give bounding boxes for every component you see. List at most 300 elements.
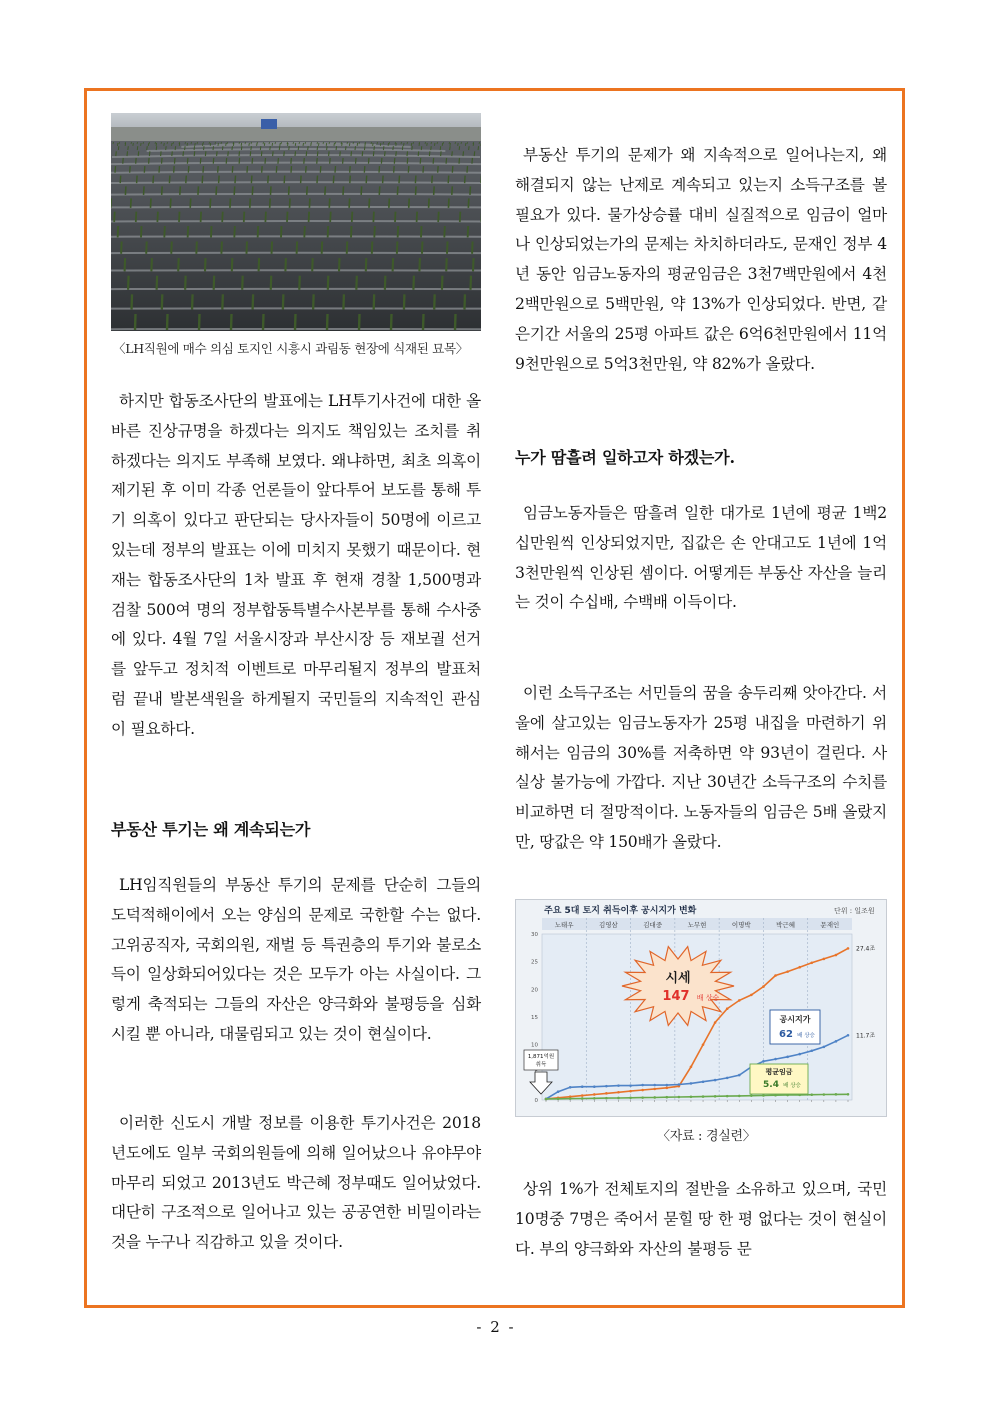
seedling: [173, 142, 174, 144]
seedling: [269, 142, 270, 144]
seedling: [460, 212, 461, 222]
seedling: [259, 258, 260, 271]
seedling: [203, 166, 204, 173]
seedling: [442, 276, 443, 290]
series-point: [847, 1034, 850, 1037]
seedling: [149, 151, 150, 156]
seedling: [295, 143, 296, 146]
seedling: [404, 294, 405, 309]
seedling: [459, 146, 460, 150]
seedling: [464, 294, 465, 309]
seedling: [333, 176, 334, 184]
seedling: [351, 151, 352, 156]
series-point: [690, 1066, 693, 1069]
seedling: [323, 142, 324, 144]
seedling: [377, 142, 378, 144]
seedling: [204, 146, 205, 150]
seedling: [359, 142, 360, 144]
seedling: [123, 158, 124, 164]
seedling: [270, 198, 271, 207]
wage-callout-label: 평균임금: [765, 1068, 793, 1076]
series-point: [581, 1085, 584, 1088]
seedling: [361, 186, 362, 195]
seedling: [450, 146, 451, 150]
seedling: [217, 151, 218, 156]
series-point: [593, 1093, 596, 1096]
seedling: [131, 142, 132, 144]
seedling: [188, 226, 189, 237]
seedling: [353, 142, 354, 144]
series-point: [605, 1085, 608, 1088]
seedling: [169, 176, 170, 184]
seedling: [472, 242, 473, 254]
seedling: [251, 146, 252, 150]
series-point: [702, 1080, 705, 1083]
series-point: [835, 1040, 838, 1043]
seedling: [185, 142, 186, 144]
seedling: [335, 166, 336, 173]
series-point: [653, 1096, 656, 1099]
seedling: [419, 258, 420, 271]
seedling: [366, 176, 367, 184]
seedling: [257, 143, 258, 146]
seedling: [297, 242, 298, 254]
seedling: [195, 143, 196, 146]
seedling: [281, 226, 282, 237]
seedling: [421, 226, 422, 237]
seedling: [144, 186, 145, 195]
seedling: [172, 151, 173, 156]
series-end-label: 27.4조: [856, 945, 876, 953]
series-point: [690, 1095, 693, 1098]
seedling: [287, 142, 288, 144]
gongsi-callout-suffix: 배 상승: [797, 1033, 815, 1039]
seedling: [167, 142, 168, 144]
seedling: [473, 258, 474, 271]
seedling: [251, 176, 252, 184]
seedling: [380, 143, 381, 146]
seedling: [308, 146, 309, 150]
series-point: [702, 1043, 705, 1046]
seedling: [149, 158, 150, 164]
seedling: [221, 242, 222, 254]
seedling: [239, 142, 240, 144]
seedling: [395, 142, 396, 144]
seedling: [190, 198, 191, 207]
era-label: 김영삼: [599, 921, 618, 929]
seedling: [434, 143, 435, 146]
seedling: [463, 151, 464, 156]
seedling: [356, 158, 357, 164]
seedling: [183, 151, 184, 156]
era-label: 이명박: [731, 921, 751, 929]
series-point: [714, 1095, 717, 1098]
seedling: [270, 146, 271, 150]
seedling: [246, 242, 247, 254]
seedling: [284, 151, 285, 156]
series-point: [629, 1084, 632, 1087]
seedling: [438, 166, 439, 173]
seedling: [265, 212, 266, 222]
land-price-chart: [515, 899, 887, 1117]
seedling: [205, 151, 206, 156]
seedling: [137, 142, 138, 144]
right-heading-1: 누가 땀흘려 일하고자 하겠는가.: [515, 448, 735, 467]
seedling: [362, 151, 363, 156]
seedling: [368, 158, 369, 164]
series-point: [666, 1087, 669, 1090]
seedling: [317, 158, 318, 164]
seedling: [280, 143, 281, 146]
seedling: [357, 143, 358, 146]
series-point: [726, 1095, 729, 1098]
seedling: [366, 258, 367, 271]
seedling: [401, 142, 402, 144]
seedling: [317, 146, 318, 150]
seedling: [252, 186, 253, 195]
seedling: [304, 226, 305, 237]
seedling: [461, 142, 462, 144]
seedling: [385, 276, 386, 290]
seedling: [469, 146, 470, 150]
seedling: [174, 166, 175, 173]
seedling: [441, 151, 442, 156]
seedling: [230, 198, 231, 207]
y-tick-label: 15: [531, 1015, 538, 1021]
seedling: [192, 294, 193, 309]
seedling: [117, 143, 118, 146]
seedling: [202, 143, 203, 146]
series-point: [702, 1095, 705, 1098]
seedling: [222, 294, 223, 309]
seedling: [218, 143, 219, 146]
seedling: [213, 158, 214, 164]
seedling: [159, 166, 160, 173]
sise-callout-value: 147: [662, 989, 690, 1004]
seedling: [429, 198, 430, 207]
start-label-line-1: 1,871억원: [527, 1054, 555, 1060]
seedling: [452, 186, 453, 195]
era-label: 노태우: [554, 921, 574, 929]
seedling: [283, 294, 284, 309]
series-point: [835, 954, 838, 957]
seedling: [396, 143, 397, 146]
seedling: [162, 186, 163, 195]
seedling: [385, 151, 386, 156]
series-point: [641, 1089, 644, 1092]
seedling: [329, 151, 330, 156]
series-point: [678, 1083, 681, 1086]
seedling: [373, 143, 374, 146]
chart-caption: 〈자료 : 경실련〉: [657, 1129, 756, 1144]
seedling: [128, 276, 129, 290]
seedling: [394, 158, 395, 164]
seedling: [213, 146, 214, 150]
seedling: [166, 146, 167, 150]
seedling: [459, 158, 460, 164]
seedling: [151, 258, 152, 271]
series-point: [714, 1079, 717, 1082]
seedling: [186, 176, 187, 184]
series-point: [641, 1096, 644, 1099]
seedling: [150, 198, 151, 207]
seedling: [219, 176, 220, 184]
seedling: [374, 226, 375, 237]
seedling: [222, 212, 223, 222]
series-point: [774, 1058, 777, 1061]
seedling: [289, 186, 290, 195]
series-point: [786, 970, 789, 973]
left-heading-1: 부동산 투기는 왜 계속되는가: [111, 820, 311, 839]
seedling: [311, 143, 312, 146]
y-tick-label: 10: [531, 1042, 538, 1049]
seedling: [425, 142, 426, 144]
seedling: [144, 166, 145, 173]
seedling: [347, 242, 348, 254]
seedling: [245, 142, 246, 144]
seedling: [373, 151, 374, 156]
series-point: [810, 961, 813, 964]
seedling: [200, 158, 201, 164]
series-point: [569, 1086, 572, 1089]
seedling: [328, 276, 329, 290]
seedling: [205, 258, 206, 271]
series-point: [798, 966, 801, 969]
seedling: [374, 294, 375, 309]
seedling: [356, 276, 357, 290]
seedling: [478, 146, 479, 150]
seedling: [329, 198, 330, 207]
era-label: 김대중: [643, 921, 663, 929]
seedling: [465, 176, 466, 184]
seedling: [413, 142, 414, 144]
left-paragraph-3: 이러한 신도시 개발 정보를 이용한 투기사건은 2018년도에도 일부 국회의원들에 의해 일어났으나 유야무야 마무리 되었고 2013년도 박근혜 정부때도 일어났었다. 대단히 구조적으로 일어나고 있는 공공연한 비밀이라는 것을 누구나 직감하고 있을 것이다.: [111, 1114, 481, 1252]
seedling: [442, 143, 443, 146]
seedling: [440, 146, 441, 150]
seedling: [211, 226, 212, 237]
seedling: [423, 166, 424, 173]
seedling: [143, 142, 144, 144]
seedling: [161, 142, 162, 144]
seedling: [394, 166, 395, 173]
seedling: [291, 166, 292, 173]
seedling: [162, 294, 163, 309]
seedling: [179, 212, 180, 222]
seedling: [365, 143, 366, 146]
seedling: [411, 143, 412, 146]
series-point: [726, 1077, 729, 1080]
series-point: [690, 1082, 693, 1085]
seedling: [178, 258, 179, 271]
seedling: [334, 143, 335, 146]
wage-callout-value: 5.4: [763, 1080, 779, 1090]
seedling: [383, 176, 384, 184]
seedling: [167, 314, 168, 330]
seedling: [381, 158, 382, 164]
seedling: [301, 176, 302, 184]
seedling: [146, 242, 147, 254]
seedling: [330, 158, 331, 164]
seedling: [388, 143, 389, 146]
seedling: [115, 166, 116, 173]
seedling: [232, 166, 233, 173]
seedling: [434, 186, 435, 195]
seedling: [227, 142, 228, 144]
seedling: [262, 166, 263, 173]
seedling: [170, 198, 171, 207]
seedling: [196, 242, 197, 254]
series-point: [653, 1084, 656, 1087]
seedling: [279, 146, 280, 150]
seedling: [120, 176, 121, 184]
seedling: [272, 242, 273, 254]
seedling: [431, 146, 432, 150]
seedling: [313, 294, 314, 309]
seedling: [383, 142, 384, 144]
seedling: [374, 146, 375, 150]
series-point: [557, 1090, 560, 1093]
seedling: [340, 151, 341, 156]
series-point: [847, 1093, 850, 1096]
seedling: [309, 212, 310, 222]
series-point: [557, 1097, 560, 1100]
seedling: [289, 146, 290, 150]
series-point: [823, 1046, 826, 1049]
seedling: [188, 166, 189, 173]
series-point: [653, 1088, 656, 1091]
seedling: [161, 151, 162, 156]
seedling: [284, 176, 285, 184]
seedling: [271, 276, 272, 290]
series-point: [714, 1021, 717, 1024]
series-point: [750, 994, 753, 997]
seedling: [455, 142, 456, 144]
seedling: [355, 146, 356, 150]
seedling: [391, 314, 392, 330]
seedling: [215, 142, 216, 144]
seedling: [317, 176, 318, 184]
seedling: [216, 186, 217, 195]
seedling: [233, 143, 234, 146]
seedling: [199, 314, 200, 330]
era-label: 문재인: [820, 921, 840, 929]
seedling: [298, 146, 299, 150]
seedling: [329, 142, 330, 144]
series-point: [738, 1095, 741, 1098]
seedling: [305, 142, 306, 144]
seedling: [467, 166, 468, 173]
seedling: [359, 314, 360, 330]
era-label: 노무현: [687, 921, 707, 929]
seedling: [232, 258, 233, 271]
seedling: [373, 212, 374, 222]
seedling: [423, 314, 424, 330]
seedling: [422, 242, 423, 254]
seedling: [187, 143, 188, 146]
seedling: [228, 151, 229, 156]
series-point: [593, 1085, 596, 1088]
seedling: [261, 151, 262, 156]
series-point: [726, 1007, 729, 1010]
seedling: [171, 242, 172, 254]
seedling: [125, 143, 126, 146]
seedling: [288, 143, 289, 146]
seedling: [341, 142, 342, 144]
series-point: [786, 1056, 789, 1059]
seedling: [458, 143, 459, 146]
seedling: [127, 151, 128, 156]
series-point: [835, 1093, 838, 1096]
seedling: [218, 166, 219, 173]
seedling: [412, 146, 413, 150]
seedling: [322, 242, 323, 254]
seedling: [416, 186, 417, 195]
seedling: [304, 158, 305, 164]
series-point: [666, 1096, 669, 1099]
seedling: [455, 314, 456, 330]
seedling: [252, 158, 253, 164]
series-point: [605, 1092, 608, 1095]
seedling: [307, 186, 308, 195]
seedling: [318, 143, 319, 146]
seedling: [201, 212, 202, 222]
seedling: [113, 142, 114, 144]
seedling: [250, 198, 251, 207]
seedling: [244, 212, 245, 222]
seedling: [396, 151, 397, 156]
series-point: [641, 1084, 644, 1087]
y-tick-label: 0: [534, 1098, 538, 1104]
wage-callout-suffix: 배 상승: [783, 1083, 801, 1089]
seedling: [164, 143, 165, 146]
seedling: [389, 142, 390, 144]
seedling: [431, 142, 432, 144]
seedling: [350, 176, 351, 184]
gongsi-callout-label: 공시지가: [779, 1015, 811, 1024]
chart-title: 주요 5대 토지 취득이후 공시지가 변화: [544, 906, 697, 916]
right-paragraph-2: 임금노동자들은 땀흘려 일한 대가로 1년에 평균 1백2십만원씩 인상되었지만, 집값은 손 안대고도 1년에 1억3천만원씩 인상된 셈이다. 어떻게든 부동산 자산을 늘리는 것이 수십배, 수백배 이득이다.: [515, 504, 887, 612]
seedling: [306, 151, 307, 156]
seedling: [247, 166, 248, 173]
seedling: [395, 212, 396, 222]
seedling: [446, 158, 447, 164]
seedling: [131, 198, 132, 207]
series-point: [581, 1097, 584, 1100]
seedling: [249, 143, 250, 146]
seedling: [291, 158, 292, 164]
seedling: [287, 212, 288, 222]
seedling: [397, 186, 398, 195]
seedling: [138, 151, 139, 156]
seedling: [239, 158, 240, 164]
y-tick-label: 25: [531, 959, 538, 966]
seedling: [239, 151, 240, 156]
seedling: [278, 158, 279, 164]
series-point: [569, 1097, 572, 1100]
seedling: [468, 198, 469, 207]
seedling: [179, 143, 180, 146]
right-paragraph-1: 부동산 투기의 문제가 왜 지속적으로 일어나는지, 왜 해결되지 않는 난제로 계속되고 있는지 소득구조를 볼 필요가 있다. 물가상승률 대비 실질적으로 임금이 얼마나 인상되었는가의 문제는 차치하더라도, 문재인 정부 4년 동안 임금노동자의 평균임금은 3천7백만원에서 4천2백만원으로 5백만원, 약 13%가 인상되었다. 반면, 같은기간 서울의 25평 아파트 값은 6억6천만원에서 11억9천만원으로 5억3천만원, 약 82%가 올랐다.: [515, 146, 887, 373]
seedling: [417, 212, 418, 222]
photo-caption: 〈LH직원에 매수 의심 토지인 시흥시 과림동 현장에 식재된 묘목〉: [113, 341, 468, 356]
seedling: [306, 166, 307, 173]
right-paragraph-3: 이런 소득구조는 서민들의 꿈을 송두리째 앗아간다. 서울에 살고있는 임금노동자가 25평 내집을 마련하기 위해서는 임금의 30%를 저축하면 약 93년이 걸린다. 사실상 불가능에 가깝다. 지난 30년간 소득구조의 수치를 비교하면 더 절망적이다. 노동자들의 임금은 5배 올랐지만, 땅값은 약 150배가 올랐다.: [515, 684, 887, 851]
seedling: [235, 176, 236, 184]
series-point: [617, 1097, 620, 1100]
seedling: [418, 151, 419, 156]
photo-graphic: [111, 113, 481, 331]
seedling: [295, 151, 296, 156]
